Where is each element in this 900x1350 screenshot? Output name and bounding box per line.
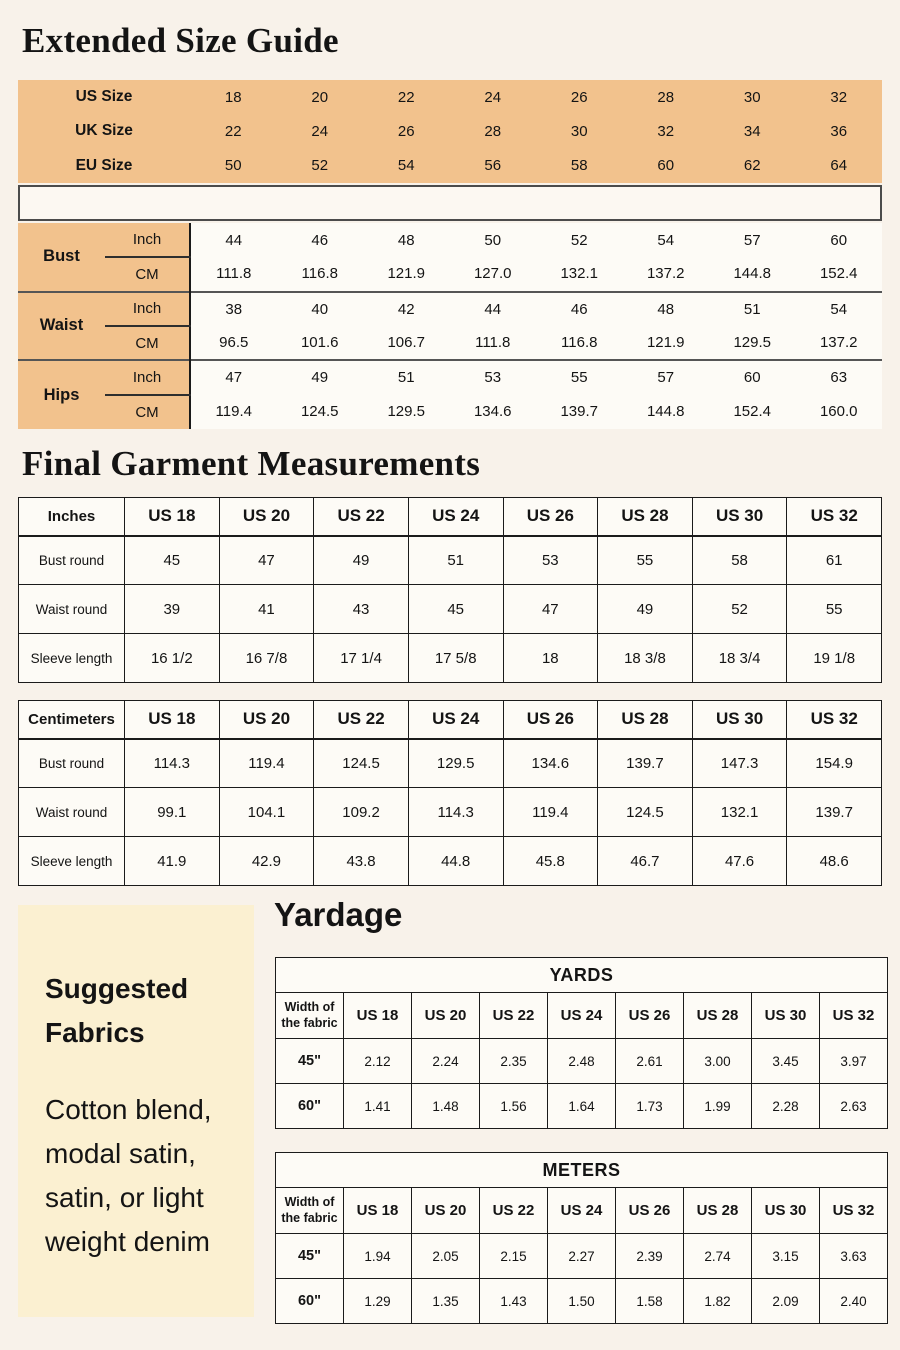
size-value: 18	[190, 80, 277, 114]
yardage-col-header: US 30	[752, 1188, 820, 1234]
yardage-col-header: US 18	[344, 1188, 412, 1234]
measure-value: 101.6	[277, 326, 364, 360]
measure-value: 44	[450, 292, 537, 326]
measure-value: 54	[623, 223, 710, 257]
measure-value: 47	[190, 360, 277, 394]
fabric-width-header: Width of the fabric	[276, 993, 344, 1039]
fabrics-text-line: weight denim	[45, 1226, 210, 1257]
measure-value: 48	[623, 292, 710, 326]
yardage-title: Yardage	[274, 896, 403, 933]
yardage-value: 2.39	[616, 1234, 684, 1279]
measure-value: 129.5	[709, 326, 796, 360]
garment-unit-header: Inches	[19, 498, 125, 536]
suggested-fabrics-title	[45, 967, 246, 1055]
yardage-value: 1.58	[616, 1279, 684, 1324]
yardage-value: 2.61	[616, 1039, 684, 1084]
yardage-col-header: US 24	[548, 1188, 616, 1234]
fabrics-text-line: Cotton blend,	[45, 1094, 212, 1125]
yardage-col-header: US 20	[412, 1188, 480, 1234]
garment-col-header: US 28	[598, 498, 693, 536]
yardage-unit-header: METERS	[276, 1153, 888, 1188]
measure-value: 116.8	[536, 326, 623, 360]
garment-value: 43	[314, 585, 409, 634]
fabric-width-label: 45"	[276, 1234, 344, 1279]
garment-value: 47.6	[692, 837, 787, 886]
garment-value: 114.3	[125, 739, 220, 788]
size-value: 24	[277, 114, 364, 148]
yardage-col-header: US 22	[480, 1188, 548, 1234]
final-garment-measurements-title: Final Garment Measurements	[22, 444, 481, 483]
garment-col-header: US 20	[219, 701, 314, 739]
garment-value: 45	[408, 585, 503, 634]
yardage-value: 1.82	[684, 1279, 752, 1324]
yardage-value: 1.41	[344, 1084, 412, 1129]
yardage-value: 2.12	[344, 1039, 412, 1084]
measure-value: 134.6	[450, 395, 537, 429]
yardage-value: 2.15	[480, 1234, 548, 1279]
size-value: 20	[277, 80, 364, 114]
measure-value: 42	[363, 292, 450, 326]
garment-unit-header: Centimeters	[19, 701, 125, 739]
garment-value: 55	[598, 536, 693, 585]
measure-value: 124.5	[277, 395, 364, 429]
garment-centimeters-table	[18, 700, 882, 886]
size-value: 64	[796, 149, 883, 183]
garment-value: 134.6	[503, 739, 598, 788]
yardage-value: 3.97	[820, 1039, 888, 1084]
measure-value: 46	[536, 292, 623, 326]
fabrics-title-line: Fabrics	[45, 1017, 145, 1048]
garment-value: 147.3	[692, 739, 787, 788]
garment-value: 47	[219, 536, 314, 585]
garment-value: 139.7	[598, 739, 693, 788]
garment-value: 139.7	[787, 788, 882, 837]
measure-value: 60	[796, 223, 883, 257]
garment-col-header: US 26	[503, 498, 598, 536]
garment-value: 124.5	[598, 788, 693, 837]
garment-col-header: US 30	[692, 498, 787, 536]
size-value: 36	[796, 114, 883, 148]
extended-size-guide-title: Extended Size Guide	[22, 21, 339, 60]
garment-col-header: US 32	[787, 498, 882, 536]
size-row-eu	[18, 149, 882, 183]
garment-value: 16 7/8	[219, 634, 314, 683]
yardage-col-header: US 20	[412, 993, 480, 1039]
measure-group-label: Hips	[18, 360, 105, 429]
measure-value: 54	[796, 292, 883, 326]
measure-value: 49	[277, 360, 364, 394]
garment-row-label: Sleeve length	[19, 634, 125, 683]
garment-value: 53	[503, 536, 598, 585]
garment-row-label: Bust round	[19, 739, 125, 788]
garment-value: 18 3/8	[598, 634, 693, 683]
garment-value: 49	[598, 585, 693, 634]
yardage-value: 2.35	[480, 1039, 548, 1084]
size-value: 22	[190, 114, 277, 148]
size-value: 24	[450, 80, 537, 114]
garment-value: 48.6	[787, 837, 882, 886]
measure-value: 51	[363, 360, 450, 394]
unit-label-inch: Inch	[105, 223, 190, 257]
garment-col-header: US 30	[692, 701, 787, 739]
garment-row-label: Waist round	[19, 585, 125, 634]
yardage-value: 1.73	[616, 1084, 684, 1129]
suggested-fabrics-panel	[18, 905, 254, 1317]
size-value: 58	[536, 149, 623, 183]
garment-row-label: Sleeve length	[19, 837, 125, 886]
garment-value: 18	[503, 634, 598, 683]
garment-inches-table	[18, 497, 882, 683]
unit-label-cm: CM	[105, 326, 190, 360]
measure-value: 121.9	[363, 257, 450, 291]
yardage-unit-header: YARDS	[276, 958, 888, 993]
yardage-value: 3.00	[684, 1039, 752, 1084]
garment-value: 124.5	[314, 739, 409, 788]
size-row-label: US Size	[18, 80, 190, 114]
garment-col-header: US 24	[408, 701, 503, 739]
garment-value: 45.8	[503, 837, 598, 886]
garment-value: 49	[314, 536, 409, 585]
unit-label-inch: Inch	[105, 292, 190, 326]
measure-value: 53	[450, 360, 537, 394]
size-value: 50	[190, 149, 277, 183]
garment-value: 44.8	[408, 837, 503, 886]
measure-value: 132.1	[536, 257, 623, 291]
measure-value: 152.4	[796, 257, 883, 291]
measure-value: 46	[277, 223, 364, 257]
yards-table	[275, 957, 888, 1129]
garment-value: 51	[408, 536, 503, 585]
garment-col-header: US 22	[314, 498, 409, 536]
garment-value: 109.2	[314, 788, 409, 837]
measure-value: 144.8	[623, 395, 710, 429]
size-value: 26	[536, 80, 623, 114]
garment-value: 119.4	[503, 788, 598, 837]
size-value: 60	[623, 149, 710, 183]
fabrics-title-line: Suggested	[45, 973, 189, 1004]
garment-value: 46.7	[598, 837, 693, 886]
yardage-value: 1.43	[480, 1279, 548, 1324]
unit-label-cm: CM	[105, 257, 190, 291]
garment-value: 61	[787, 536, 882, 585]
body-measurements-table	[18, 223, 882, 429]
garment-value: 19 1/8	[787, 634, 882, 683]
measure-value: 139.7	[536, 395, 623, 429]
garment-value: 39	[125, 585, 220, 634]
measure-value: 48	[363, 223, 450, 257]
fabrics-text-line: satin, or light	[45, 1182, 204, 1213]
yardage-value: 1.64	[548, 1084, 616, 1129]
yardage-value: 2.05	[412, 1234, 480, 1279]
size-value: 54	[363, 149, 450, 183]
garment-col-header: US 26	[503, 701, 598, 739]
yardage-value: 2.74	[684, 1234, 752, 1279]
measure-value: 152.4	[709, 395, 796, 429]
garment-value: 41.9	[125, 837, 220, 886]
yardage-col-header: US 18	[344, 993, 412, 1039]
fabric-width-header: Width of the fabric	[276, 1188, 344, 1234]
garment-col-header: US 22	[314, 701, 409, 739]
measure-value: 127.0	[450, 257, 537, 291]
yardage-col-header: US 32	[820, 993, 888, 1039]
yardage-col-header: US 24	[548, 993, 616, 1039]
unit-label-cm: CM	[105, 395, 190, 429]
size-value: 30	[709, 80, 796, 114]
measure-value: 116.8	[277, 257, 364, 291]
yardage-value: 1.99	[684, 1084, 752, 1129]
garment-value: 45	[125, 536, 220, 585]
measure-value: 57	[709, 223, 796, 257]
measure-value: 63	[796, 360, 883, 394]
garment-value: 58	[692, 536, 787, 585]
garment-value: 42.9	[219, 837, 314, 886]
size-value: 22	[363, 80, 450, 114]
garment-col-header: US 28	[598, 701, 693, 739]
yardage-col-header: US 30	[752, 993, 820, 1039]
yardage-col-header: US 22	[480, 993, 548, 1039]
measure-value: 55	[536, 360, 623, 394]
size-value: 30	[536, 114, 623, 148]
garment-value: 16 1/2	[125, 634, 220, 683]
yardage-value: 3.63	[820, 1234, 888, 1279]
size-value: 26	[363, 114, 450, 148]
size-value: 34	[709, 114, 796, 148]
yardage-value: 1.50	[548, 1279, 616, 1324]
size-row-label: EU Size	[18, 149, 190, 183]
measure-value: 57	[623, 360, 710, 394]
size-row-uk	[18, 114, 882, 148]
yardage-value: 1.94	[344, 1234, 412, 1279]
yardage-col-header: US 26	[616, 993, 684, 1039]
yardage-col-header: US 28	[684, 993, 752, 1039]
garment-col-header: US 32	[787, 701, 882, 739]
garment-value: 132.1	[692, 788, 787, 837]
garment-row-label: Bust round	[19, 536, 125, 585]
yardage-value: 2.24	[412, 1039, 480, 1084]
measure-value: 38	[190, 292, 277, 326]
garment-col-header: US 24	[408, 498, 503, 536]
size-conversion-table	[18, 80, 882, 183]
yardage-value: 2.63	[820, 1084, 888, 1129]
measure-value: 129.5	[363, 395, 450, 429]
garment-value: 17 1/4	[314, 634, 409, 683]
measure-value: 52	[536, 223, 623, 257]
fabric-width-label: 60"	[276, 1279, 344, 1324]
suggested-fabrics-text	[45, 1088, 246, 1264]
fabrics-text-line: modal satin,	[45, 1138, 196, 1169]
measure-value: 121.9	[623, 326, 710, 360]
garment-col-header: US 20	[219, 498, 314, 536]
garment-col-header: US 18	[125, 701, 220, 739]
garment-value: 99.1	[125, 788, 220, 837]
yardage-col-header: US 32	[820, 1188, 888, 1234]
yardage-value: 1.29	[344, 1279, 412, 1324]
measure-group-label: Bust	[18, 223, 105, 292]
yardage-value: 2.09	[752, 1279, 820, 1324]
yardage-col-header: US 28	[684, 1188, 752, 1234]
garment-value: 47	[503, 585, 598, 634]
garment-value: 119.4	[219, 739, 314, 788]
measure-value: 111.8	[450, 326, 537, 360]
garment-row-label: Waist round	[19, 788, 125, 837]
unit-label-inch: Inch	[105, 360, 190, 394]
size-row-label: UK Size	[18, 114, 190, 148]
size-value: 32	[796, 80, 883, 114]
garment-value: 104.1	[219, 788, 314, 837]
measure-value: 160.0	[796, 395, 883, 429]
fabric-width-label: 45"	[276, 1039, 344, 1084]
meters-table	[275, 1152, 888, 1324]
garment-value: 55	[787, 585, 882, 634]
garment-value: 52	[692, 585, 787, 634]
garment-value: 43.8	[314, 837, 409, 886]
measure-value: 144.8	[709, 257, 796, 291]
measure-value: 137.2	[796, 326, 883, 360]
size-value: 32	[623, 114, 710, 148]
yardage-value: 2.48	[548, 1039, 616, 1084]
yardage-value: 2.28	[752, 1084, 820, 1129]
measure-value: 137.2	[623, 257, 710, 291]
size-row-us	[18, 80, 882, 114]
measure-value: 111.8	[190, 257, 277, 291]
measure-value: 50	[450, 223, 537, 257]
measure-value: 106.7	[363, 326, 450, 360]
measure-value: 60	[709, 360, 796, 394]
yardage-value: 2.27	[548, 1234, 616, 1279]
yardage-col-header: US 26	[616, 1188, 684, 1234]
measure-value: 119.4	[190, 395, 277, 429]
size-value: 28	[450, 114, 537, 148]
size-value: 56	[450, 149, 537, 183]
garment-value: 114.3	[408, 788, 503, 837]
yardage-value: 2.40	[820, 1279, 888, 1324]
size-value: 28	[623, 80, 710, 114]
garment-value: 129.5	[408, 739, 503, 788]
garment-value: 41	[219, 585, 314, 634]
measure-group-label: Waist	[18, 292, 105, 361]
measure-value: 96.5	[190, 326, 277, 360]
empty-note-row	[18, 185, 882, 221]
garment-value: 154.9	[787, 739, 882, 788]
measure-value: 40	[277, 292, 364, 326]
size-value: 52	[277, 149, 364, 183]
yardage-value: 3.45	[752, 1039, 820, 1084]
size-value: 62	[709, 149, 796, 183]
garment-value: 17 5/8	[408, 634, 503, 683]
garment-col-header: US 18	[125, 498, 220, 536]
measure-value: 51	[709, 292, 796, 326]
fabric-width-label: 60"	[276, 1084, 344, 1129]
yardage-value: 1.56	[480, 1084, 548, 1129]
yardage-value: 1.48	[412, 1084, 480, 1129]
garment-value: 18 3/4	[692, 634, 787, 683]
measure-value: 44	[190, 223, 277, 257]
yardage-value: 1.35	[412, 1279, 480, 1324]
yardage-value: 3.15	[752, 1234, 820, 1279]
